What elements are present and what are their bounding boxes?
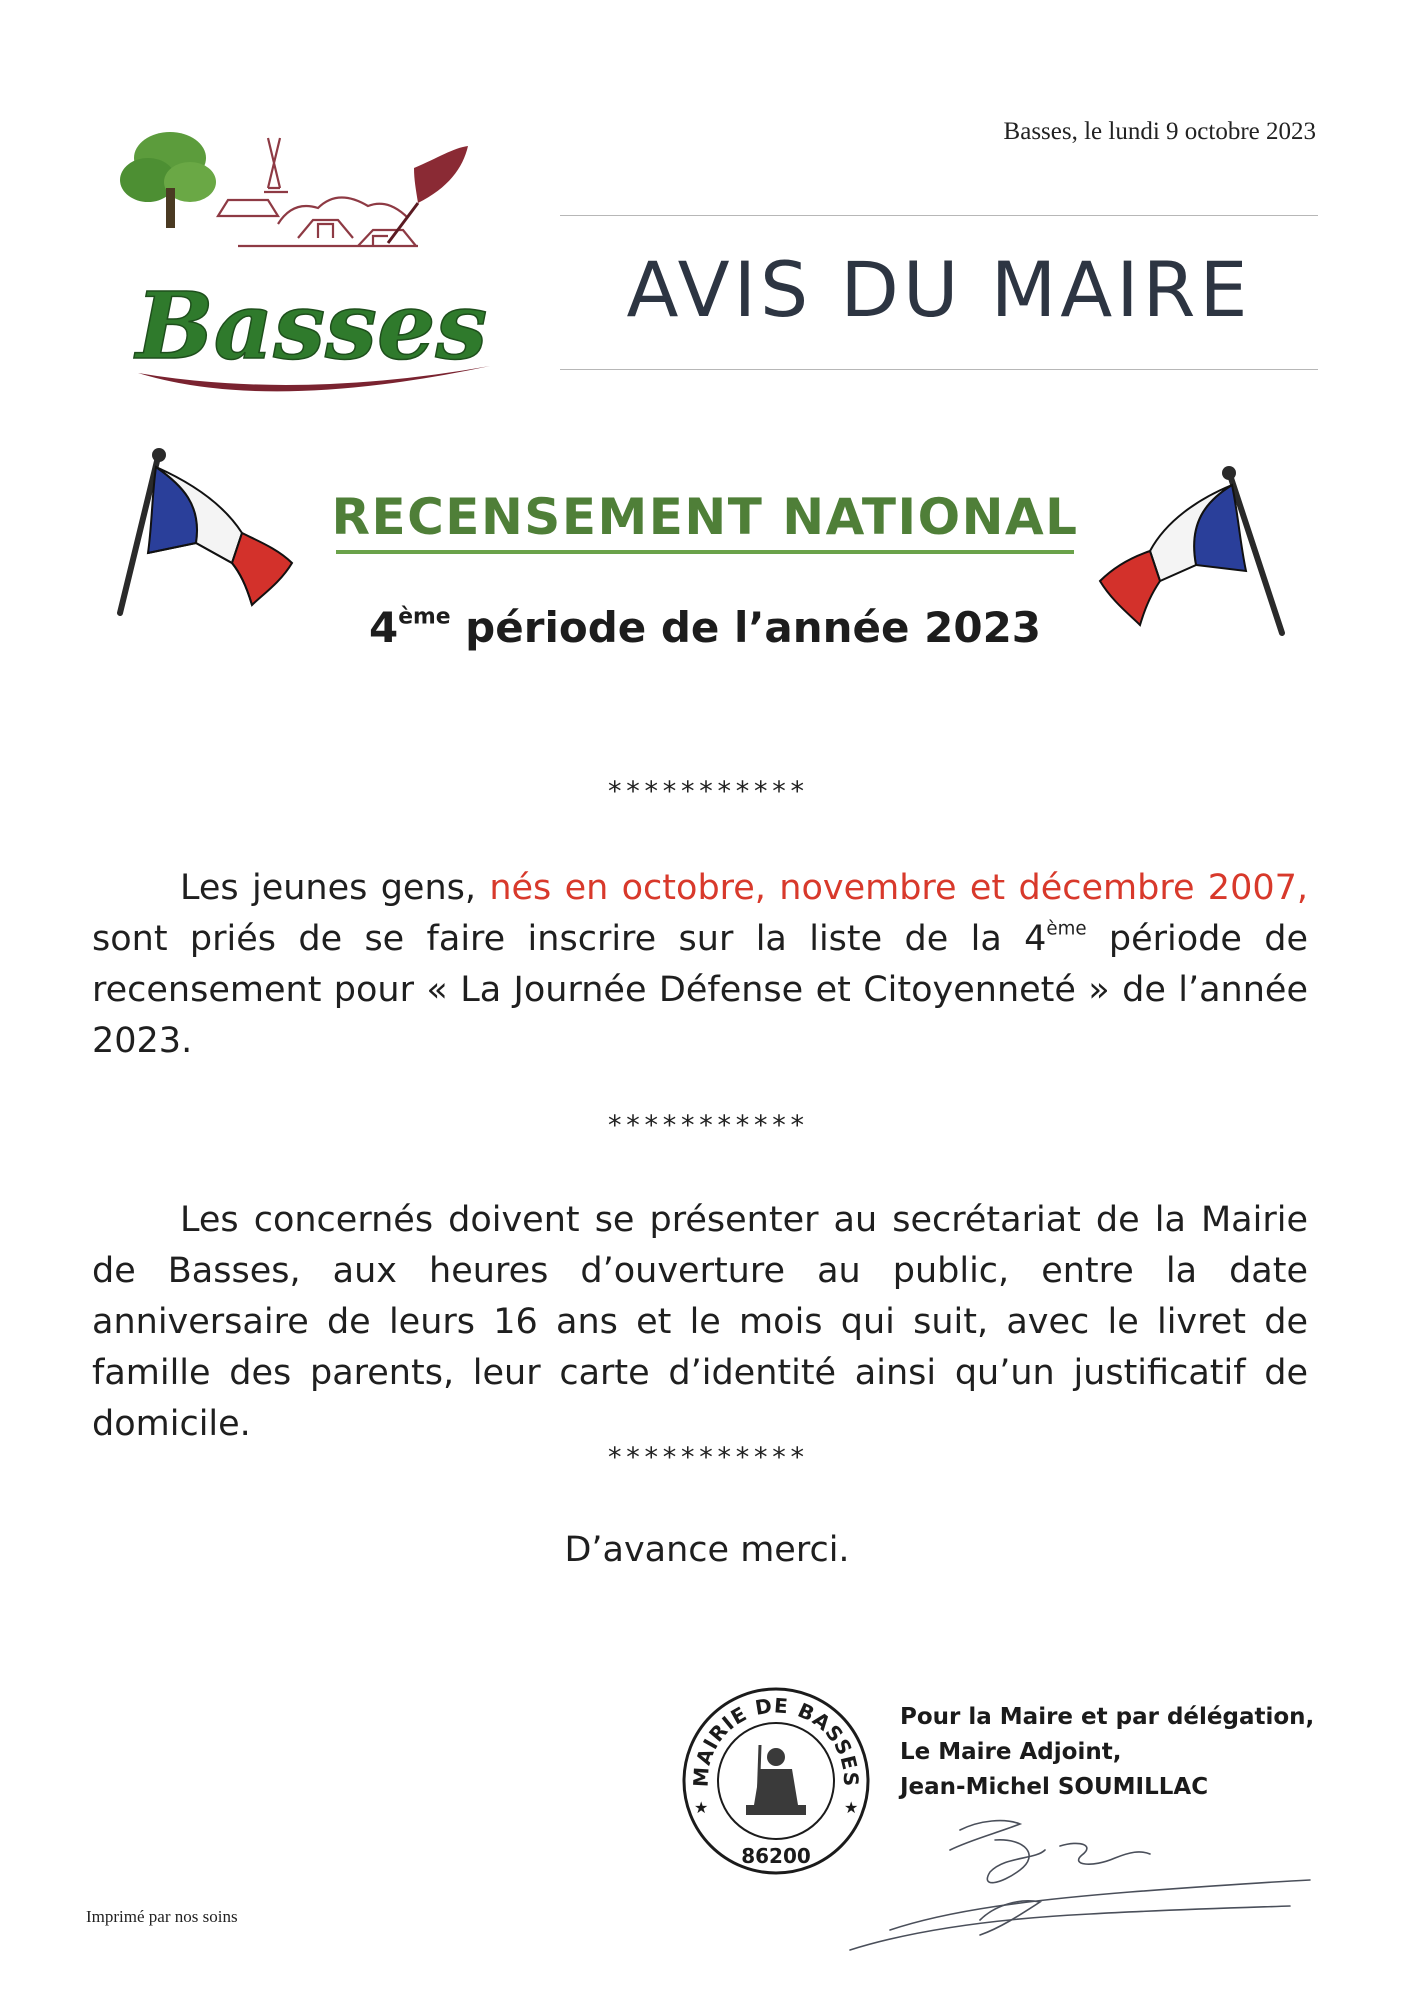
period-number: 4 [368, 603, 399, 652]
paragraph-text: période de recensement pour « La Journée Défense et Citoyenneté » de l’année 2023. [92, 919, 1308, 1061]
header-rule-bottom [560, 369, 1318, 370]
signature-line-delegation: Pour la Maire et par délégation, [900, 1704, 1315, 1730]
period-superscript: ème [1046, 918, 1087, 940]
seal-postal-code: 86200 [741, 1844, 811, 1868]
quill-icon [388, 146, 468, 243]
tree-icon [120, 132, 216, 228]
signature-line-role: Le Maire Adjoint, [900, 1739, 1122, 1765]
separator-stars: *********** [606, 776, 808, 807]
subject-underline [336, 550, 1074, 554]
highlight-birth-months: nés en octobre, novembre et décembre 2007, [489, 868, 1308, 908]
star-icon: ★ [844, 1798, 859, 1817]
period-superscript: ème [398, 604, 451, 630]
basses-logo [118, 128, 548, 418]
signature-block [900, 1700, 1314, 1805]
marianne-figure-icon [746, 1745, 806, 1815]
signature-line-name: Jean-Michel SOUMILLAC [900, 1774, 1209, 1800]
paragraph-text: Les jeunes gens, [180, 868, 490, 908]
french-flag-icon-right [1088, 465, 1293, 660]
handwritten-signature [830, 1810, 1320, 1960]
period-text: période de l’année 2023 [450, 603, 1042, 652]
french-flag-icon-left [112, 445, 312, 645]
header-rule-top [560, 215, 1318, 216]
closing-thanks: D’avance merci. [564, 1530, 850, 1570]
star-icon: ★ [694, 1798, 709, 1817]
printed-notice: Imprimé par nos soins [86, 1907, 238, 1926]
paragraph-text: sont priés de se faire inscrire sur la liste de la 4 [92, 919, 1047, 959]
svg-text:MAIRIE DE BASSES: MAIRIE DE BASSES [688, 1693, 864, 1788]
paragraph-inscription [92, 863, 1308, 1067]
subject-title: RECENSEMENT NATIONAL [331, 488, 1079, 546]
logo-wordmark: Basses [136, 272, 488, 380]
date-line: Basses, le lundi 9 octobre 2023 [1003, 118, 1316, 145]
paragraph-instructions: Les concernés doivent se présenter au secrétariat de la Mairie de Basses, aux heures d’ouverture au public, entre la date anniversaire de leurs 16 ans et le mois qui suit, avec le livret de famille des parents, leur carte d’identité ainsi qu’un justificatif de domicile. [92, 1200, 1308, 1444]
separator-stars: *********** [606, 1110, 808, 1141]
village-sketch [218, 138, 418, 246]
page-title: AVIS DU MAIRE [626, 245, 1252, 334]
period-line [300, 603, 1110, 652]
separator-stars: *********** [606, 1442, 808, 1473]
